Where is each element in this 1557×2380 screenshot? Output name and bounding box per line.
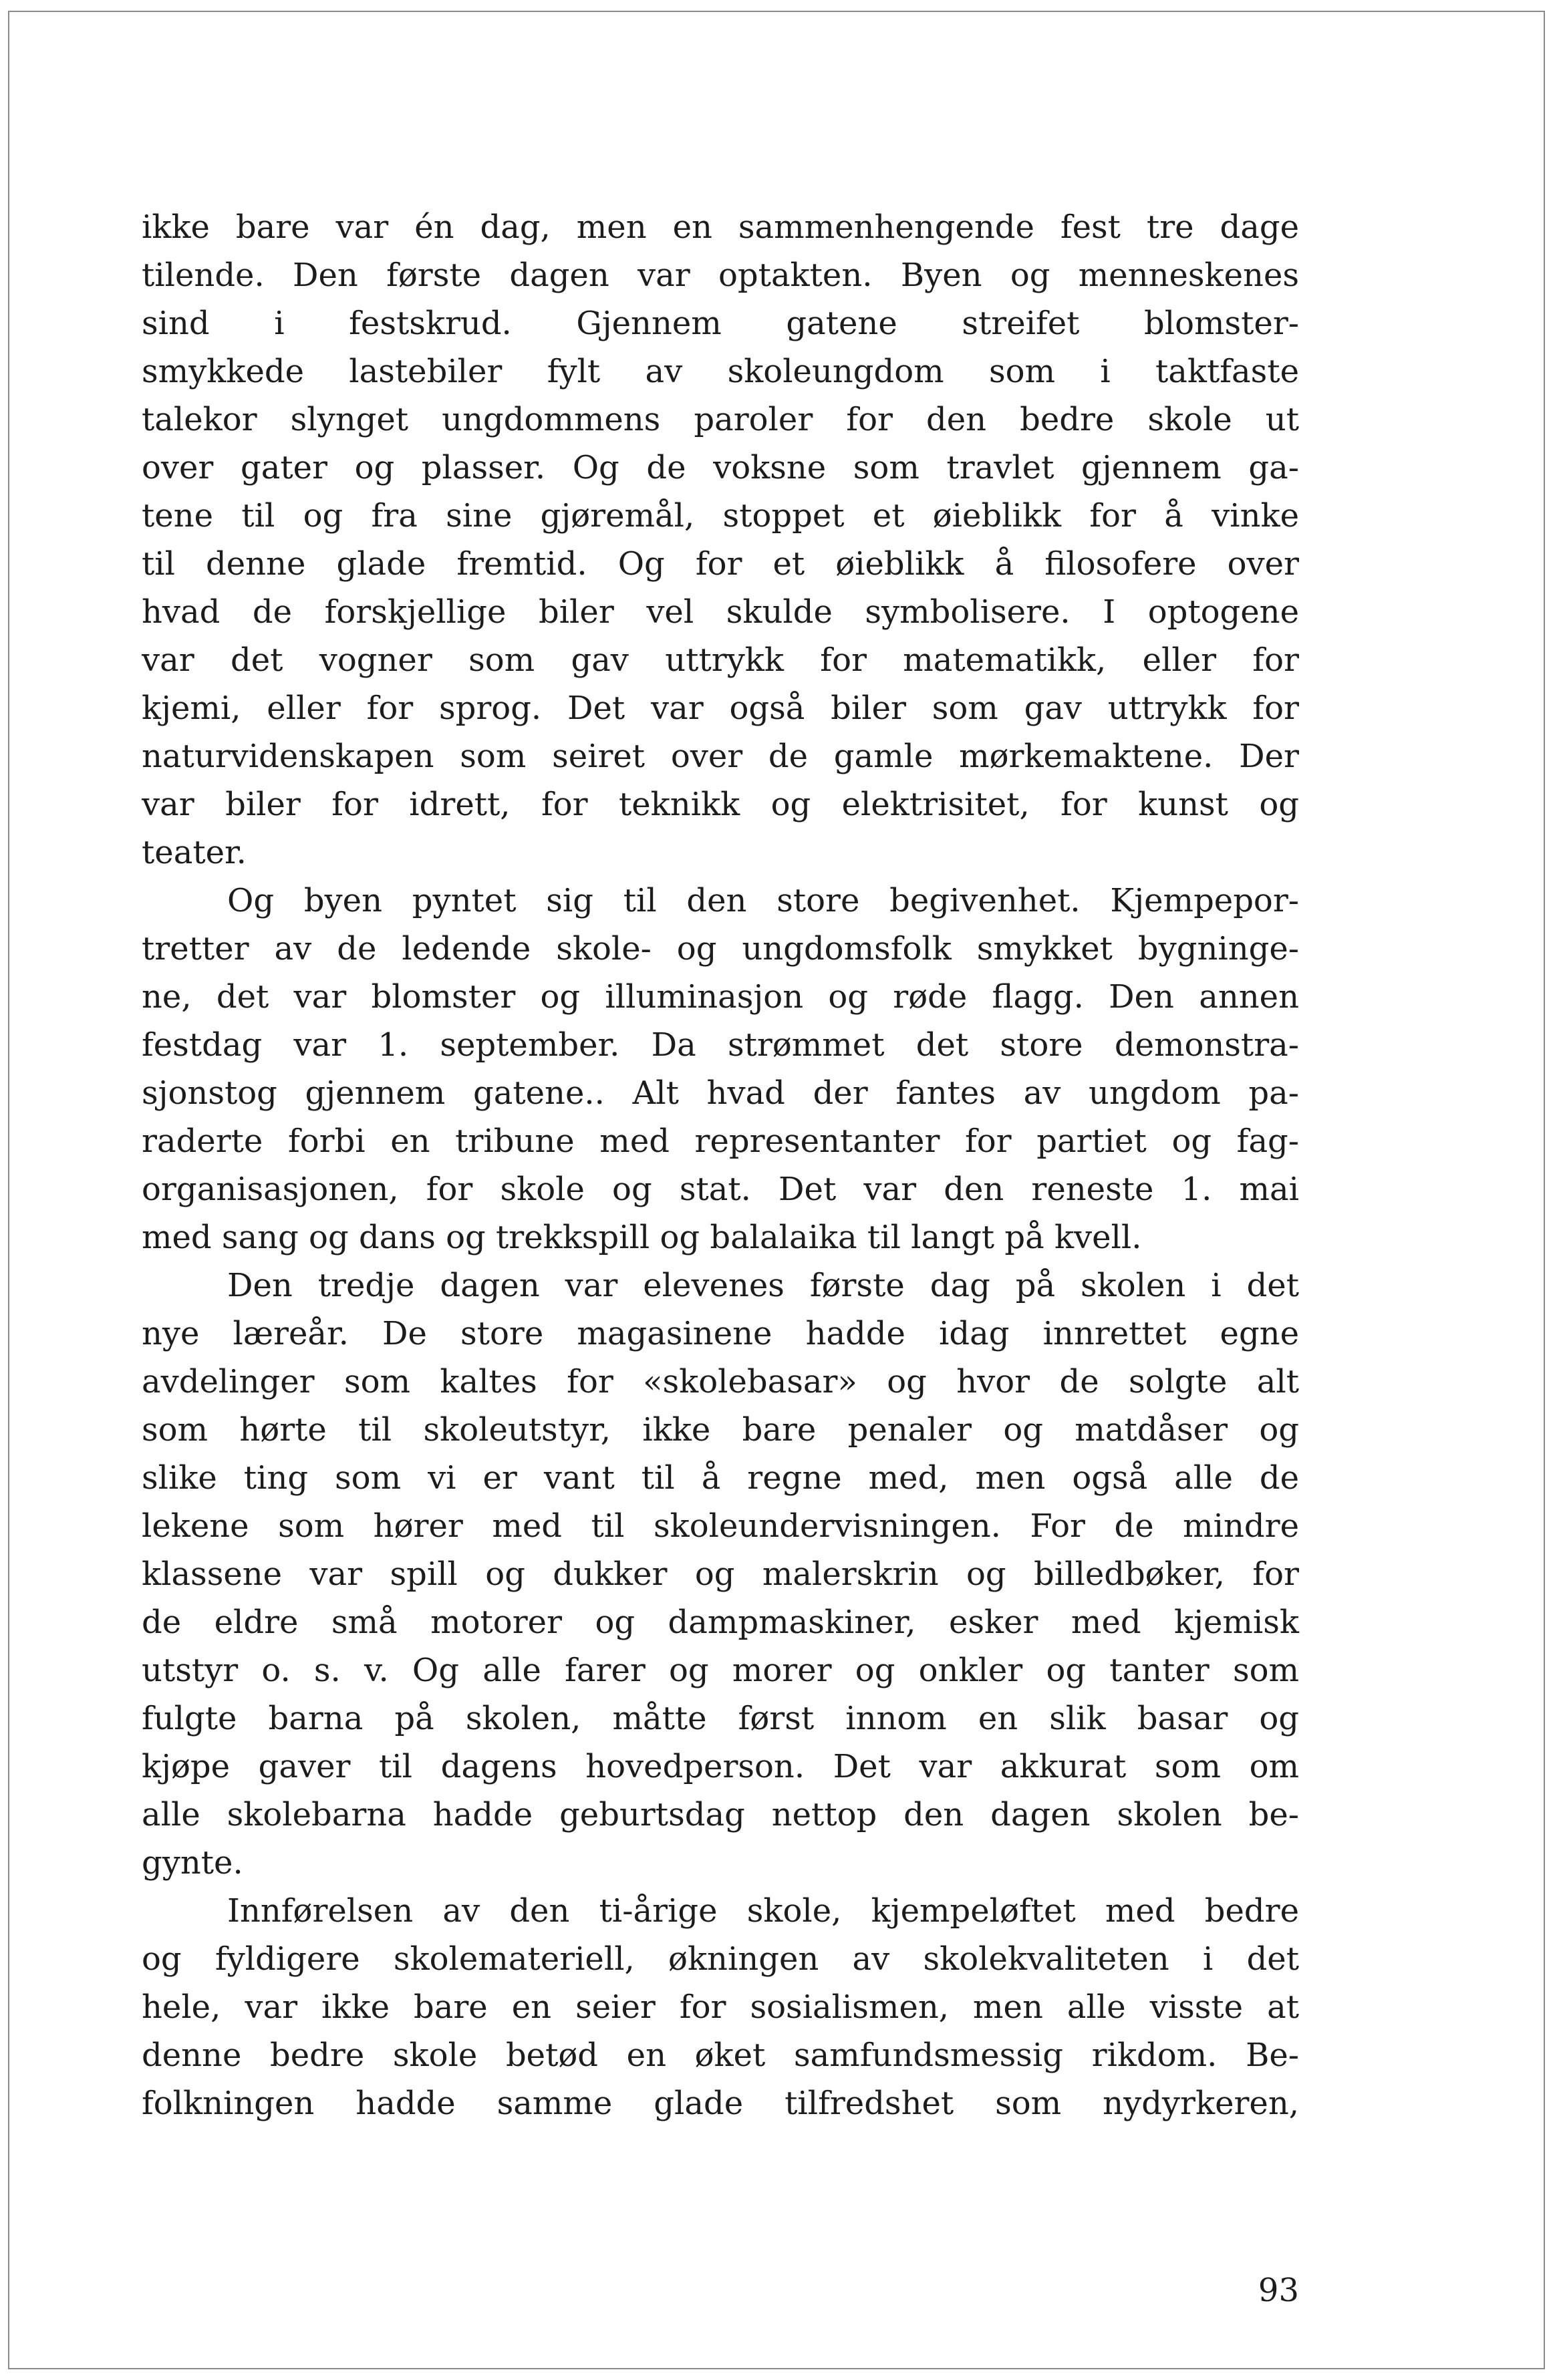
text-line: avdelinger som kaltes for «skolebasar» og hvor de solgte alt <box>142 1363 1299 1400</box>
text-line: tretter av de ledende skole- og ungdomsfolk smykket bygninge- <box>142 930 1299 968</box>
text-line: kjemi, eller for sprog. Det var også biler som gav uttrykk for <box>142 690 1299 727</box>
text-line: raderte forbi en tribune med representanter for partiet og fag- <box>142 1123 1299 1160</box>
page-number: 93 <box>1258 2272 1299 2309</box>
text-line: ne, det var blomster og illuminasjon og røde flagg. Den annen <box>142 978 1299 1016</box>
text-line: ikke bare var én dag, men en sammenhengende fest tre dage <box>142 208 1299 246</box>
text-line: alle skolebarna hadde geburtsdag nettop den dagen skolen be- <box>142 1796 1299 1833</box>
text-line: Innførelsen av den ti-årige skole, kjempeløftet med bedre <box>227 1892 1299 1930</box>
text-line: denne bedre skole betød en øket samfundsmessig rikdom. Be- <box>142 2037 1299 2074</box>
text-line: med sang og dans og trekkspill og balalaika til langt på kvell. <box>142 1219 1142 1256</box>
text-line: sjonstog gjennem gatene.. Alt hvad der fantes av ungdom pa- <box>142 1074 1299 1112</box>
text-line: og fyldigere skolemateriell, økningen av skolekvaliteten i det <box>142 1940 1299 1978</box>
text-line: smykkede lastebiler fylt av skoleungdom som i taktfaste <box>142 353 1299 390</box>
text-line: fulgte barna på skolen, måtte først innom en slik basar og <box>142 1700 1299 1737</box>
text-line: nye læreår. De store magasinene hadde idag innrettet egne <box>142 1315 1299 1352</box>
text-line: var det vogner som gav uttrykk for matematikk, eller for <box>142 641 1299 679</box>
text-line: organisasjonen, for skole og stat. Det var den reneste 1. mai <box>142 1171 1299 1208</box>
text-line: gynte. <box>142 1844 243 1882</box>
text-line: slike ting som vi er vant til å regne med, men også alle de <box>142 1459 1299 1497</box>
text-line: tene til og fra sine gjøremål, stoppet et øieblikk for å vinke <box>142 497 1299 535</box>
body-text <box>142 203 1299 2127</box>
text-line: kjøpe gaver til dagens hovedperson. Det var akkurat som om <box>142 1748 1299 1785</box>
text-line: Den tredje dagen var elevenes første dag på skolen i det <box>227 1267 1299 1304</box>
text-line: var biler for idrett, for teknikk og elektrisitet, for kunst og <box>142 786 1299 823</box>
text-line: teater. <box>142 834 247 871</box>
text-line: hele, var ikke bare en seier for sosialismen, men alle visste at <box>142 1988 1299 2026</box>
text-line: de eldre små motorer og dampmaskiner, esker med kjemisk <box>142 1604 1299 1641</box>
text-line: naturvidenskapen som seiret over de gamle mørkemaktene. Der <box>142 738 1299 775</box>
text-line: klassene var spill og dukker og malerskrin og billedbøker, for <box>142 1555 1299 1593</box>
text-line: talekor slynget ungdommens paroler for den bedre skole ut <box>142 401 1299 438</box>
text-line: folkningen hadde samme glade tilfredshet som nydyrkeren, <box>142 2085 1299 2122</box>
text-line: over gater og plasser. Og de voksne som travlet gjennem ga- <box>142 449 1299 486</box>
text-line: Og byen pyntet sig til den store begivenhet. Kjempepor- <box>227 882 1299 919</box>
text-line: som hørte til skoleutstyr, ikke bare penaler og matdåser og <box>142 1411 1299 1449</box>
text-line: hvad de forskjellige biler vel skulde symbolisere. I optogene <box>142 593 1299 631</box>
book-page <box>8 11 1545 2369</box>
text-line: festdag var 1. september. Da strømmet det store demonstra- <box>142 1026 1299 1064</box>
text-line: til denne glade fremtid. Og for et øieblikk å filosofere over <box>142 545 1299 583</box>
text-line: tilende. Den første dagen var optakten. Byen og menneskenes <box>142 257 1299 294</box>
text-line: sind i festskrud. Gjennem gatene streifet blomster- <box>142 305 1299 342</box>
text-line: lekene som hører med til skoleundervisningen. For de mindre <box>142 1507 1299 1545</box>
text-line: utstyr o. s. v. Og alle farer og morer og onkler og tanter som <box>142 1652 1299 1689</box>
